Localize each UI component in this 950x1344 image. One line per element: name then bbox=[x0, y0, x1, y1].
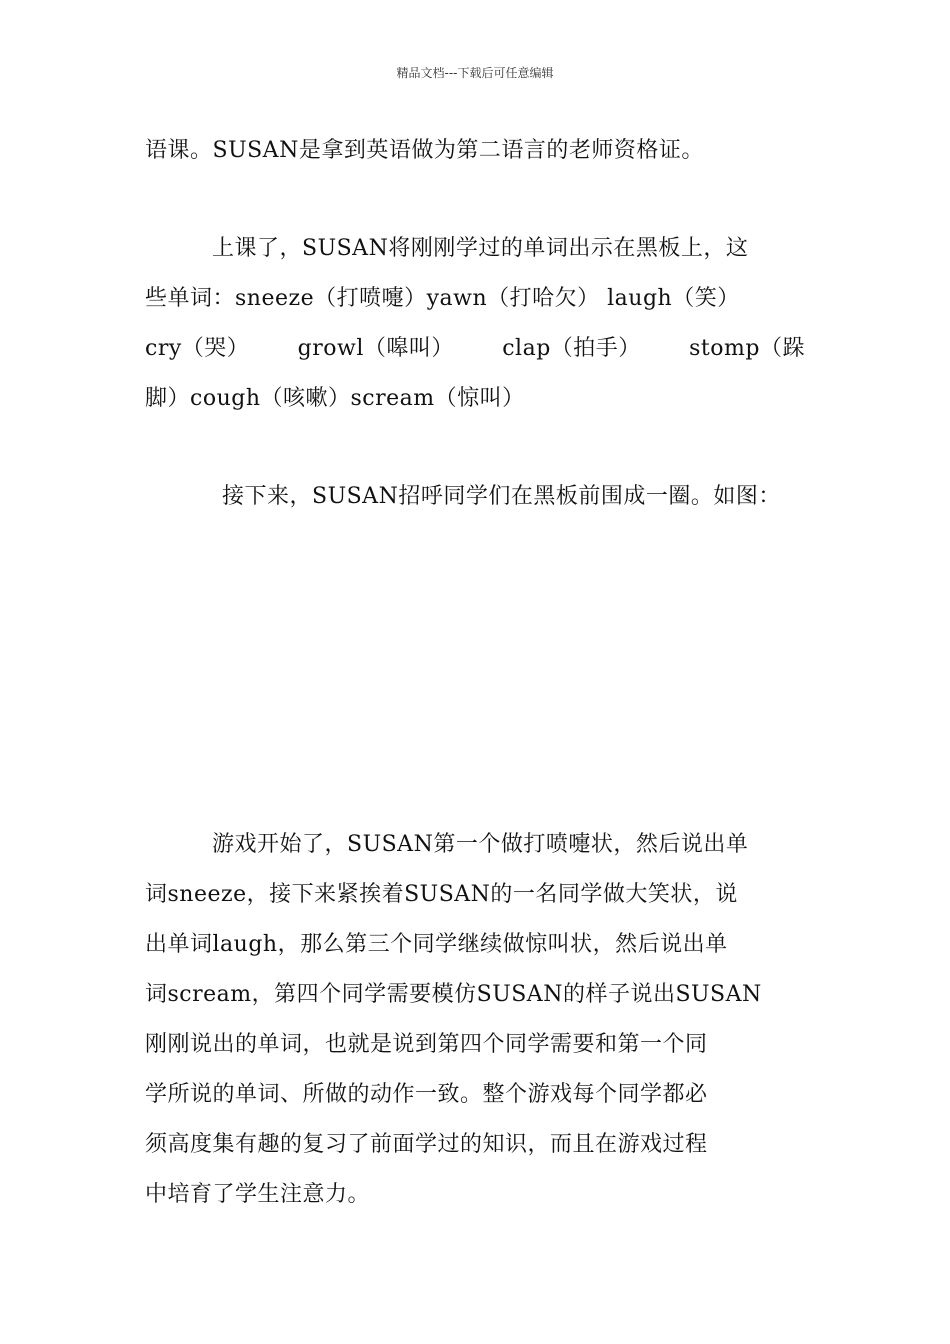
paragraph-4-line-5: 刚刚说出的单词，也就是说到第四个同学需要和第一个同 bbox=[145, 1032, 708, 1057]
paragraph-4-line-7: 须高度集有趣的复习了前面学过的知识，而且在游戏过程 bbox=[145, 1132, 708, 1157]
paragraph-2-line-3 bbox=[145, 334, 805, 364]
paragraph-3-line-1: 接下来，SUSAN招呼同学们在黑板前围成一圈。如图： bbox=[222, 484, 781, 509]
paragraph-4-line-3: 出单词laugh，那么第三个同学继续做惊叫状，然后说出单 bbox=[145, 932, 728, 957]
paragraph-4-line-4: 词scream，第四个同学需要模仿SUSAN的样子说出SUSAN bbox=[145, 982, 762, 1007]
paragraph-2-line-4: 脚）cough（咳嗽）scream（惊叫） bbox=[145, 386, 525, 411]
paragraph-4-line-6: 学所说的单词、所做的动作一致。整个游戏每个同学都必 bbox=[145, 1082, 708, 1107]
paragraph-1-line-1: 语课。SUSAN是拿到英语做为第二语言的老师资格证。 bbox=[145, 138, 704, 163]
word-clap: clap（拍手） bbox=[502, 336, 641, 361]
word-cry: cry（哭） bbox=[145, 336, 250, 361]
paragraph-4-line-1: 游戏开始了，SUSAN第一个做打喷嚏状，然后说出单 bbox=[212, 832, 749, 857]
word-stomp: stomp（跺 bbox=[689, 336, 805, 361]
paragraph-4-line-2: 词sneeze，接下来紧挨着SUSAN的一名同学做大笑状，说 bbox=[145, 882, 738, 907]
paragraph-2-line-1: 上课了，SUSAN将刚刚学过的单词出示在黑板上，这 bbox=[212, 236, 749, 261]
paragraph-4-line-8: 中培育了学生注意力。 bbox=[145, 1182, 371, 1207]
word-growl: growl（嗥叫） bbox=[297, 336, 454, 361]
paragraph-2-line-2: 些单词：sneeze（打喷嚏）yawn（打哈欠） laugh（笑） bbox=[145, 286, 740, 311]
page-header: 精品文档---下载后可任意编辑 bbox=[396, 66, 554, 80]
